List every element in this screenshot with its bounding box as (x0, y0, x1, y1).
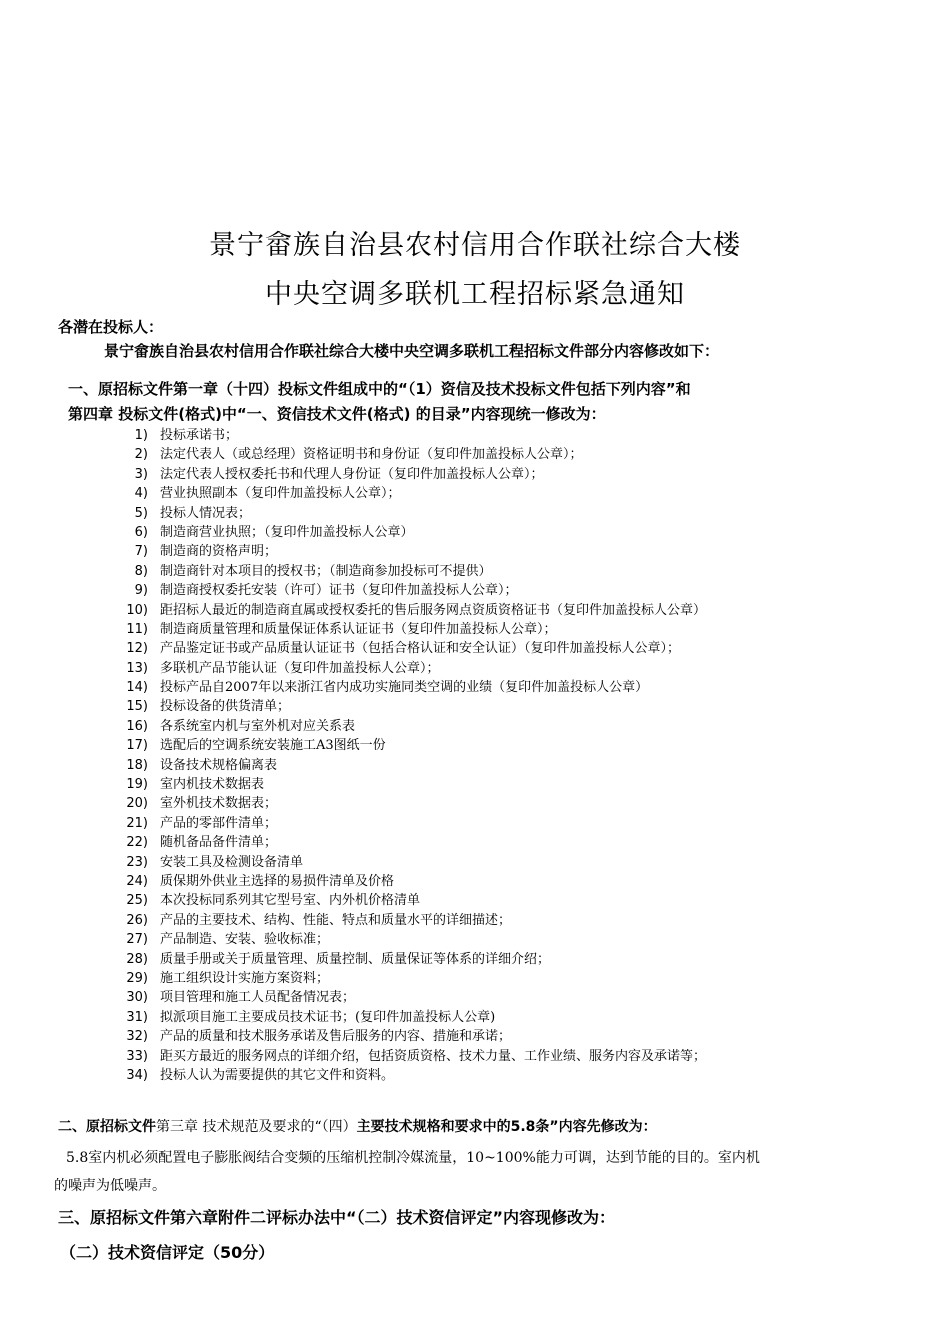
list-item: 28 ) 质量手册或关于质量管理、质量控制、质量保证等体系的详细介绍； (112, 950, 706, 969)
list-item: 8 ) 制造商针对本项目的授权书；（制造商参加投标可不提供） (112, 562, 706, 581)
document-list (112, 426, 706, 1085)
list-item: 11 ) 制造商质量管理和质量保证体系认证证书（复印件加盖投标人公章）； (112, 620, 706, 639)
section1-heading-line2: 第四章 投标文件(格式)中“一、资信技术文件(格式) 的目录”内容现统一修改为： (68, 405, 606, 423)
list-item: 33 ) 距买方最近的服务网点的详细介绍，包括资质资格、技术力量、工作业绩、服务内容及承诺等； (112, 1047, 706, 1066)
list-item: 18 ) 设备技术规格偏离表 (112, 756, 706, 775)
intro-paragraph: 景宁畲族自治县农村信用合作联社综合大楼中央空调多联机工程招标文件部分内容修改如下： (104, 342, 720, 360)
list-item: 19 ) 室内机技术数据表 (112, 775, 706, 794)
list-item: 23 ) 安装工具及检测设备清单 (112, 853, 706, 872)
list-item: 31 ) 拟派项目施工主要成员技术证书；(复印件加盖投标人公章) (112, 1008, 706, 1027)
list-item: 22 ) 随机备品备件清单； (112, 833, 706, 852)
document-title-line2: 中央空调多联机工程招标紧急通知 (265, 279, 685, 310)
document-title-line1: 景宁畲族自治县农村信用合作联社综合大楼 (209, 230, 741, 261)
list-item: 16 ) 各系统室内机与室外机对应关系表 (112, 717, 706, 736)
list-item: 25 ) 本次投标同系列其它型号室、内外机价格清单 (112, 891, 706, 910)
list-item: 12 ) 产品鉴定证书或产品质量认证证书（包括合格认证和安全认证）（复印件加盖投标人公章）； (112, 639, 706, 658)
list-item: 29 ) 施工组织设计实施方案资料； (112, 969, 706, 988)
section2-heading-part2: 第三章 技术规范及要求的“（四） (156, 1119, 357, 1135)
section2-paragraph-line1: 5.8室内机必须配置电子膨胀阀结合变频的压缩机控制冷媒流量，10~100%能力可调，达到节能的目的。室内机 (66, 1150, 760, 1166)
section2-paragraph (54, 1144, 899, 1200)
list-item: 10 ) 距招标人最近的制造商直属或授权委托的售后服务网点资质资格证书（复印件加盖投标人公章） (112, 601, 706, 620)
list-item: 27 ) 产品制造、安装、验收标准； (112, 930, 706, 949)
list-item: 21 ) 产品的零部件清单； (112, 814, 706, 833)
section2-heading-part1: 二、原招标文件 (58, 1119, 156, 1135)
list-item: 15 ) 投标设备的供货清单； (112, 697, 706, 716)
list-item: 4 ) 营业执照副本（复印件加盖投标人公章）； (112, 484, 706, 503)
section1-heading-line1: 一、原招标文件第一章（十四）投标文件组成中的“（1）资信及技术投标文件包括下列内容”和 (68, 380, 691, 398)
list-item: 7 ) 制造商的资格声明； (112, 542, 706, 561)
list-item: 13 ) 多联机产品节能认证（复印件加盖投标人公章）； (112, 659, 706, 678)
list-item: 9 ) 制造商授权委托安装（许可）证书（复印件加盖投标人公章）； (112, 581, 706, 600)
list-item: 17 ) 选配后的空调系统安装施工A3图纸一份 (112, 736, 706, 755)
list-item: 6 ) 制造商营业执照；（复印件加盖投标人公章） (112, 523, 706, 542)
list-item: 5 ) 投标人情况表； (112, 504, 706, 523)
section3-subheading: （二）技术资信评定（50分） (60, 1243, 275, 1262)
section2-heading (58, 1116, 657, 1136)
list-item: 1 ) 投标承诺书； (112, 426, 706, 445)
list-item: 32 ) 产品的质量和技术服务承诺及售后服务的内容、措施和承诺； (112, 1027, 706, 1046)
list-item: 14 ) 投标产品自2007年以来浙江省内成功实施同类空调的业绩（复印件加盖投标人公章） (112, 678, 706, 697)
section1-heading (68, 377, 898, 427)
section3-heading: 三、原招标文件第六章附件二评标办法中“（二）技术资信评定”内容现修改为： (58, 1208, 616, 1227)
salutation: 各潜在投标人： (58, 318, 164, 336)
section2-heading-part3: 主要技术规格和要求中的5.8条”内容先修改为： (356, 1119, 657, 1135)
list-item: 26 ) 产品的主要技术、结构、性能、特点和质量水平的详细描述； (112, 911, 706, 930)
list-item: 30 ) 项目管理和施工人员配备情况表； (112, 988, 706, 1007)
list-item: 2 ) 法定代表人（或总经理）资格证明书和身份证（复印件加盖投标人公章）； (112, 445, 706, 464)
section2-paragraph-line2: 的噪声为低噪声。 (54, 1178, 166, 1194)
list-item: 24 ) 质保期外供业主选择的易损件清单及价格 (112, 872, 706, 891)
list-item: 20 ) 室外机技术数据表； (112, 794, 706, 813)
list-item: 34 ) 投标人认为需要提供的其它文件和资料。 (112, 1066, 706, 1085)
list-item: 3 ) 法定代表人授权委托书和代理人身份证（复印件加盖投标人公章）； (112, 465, 706, 484)
